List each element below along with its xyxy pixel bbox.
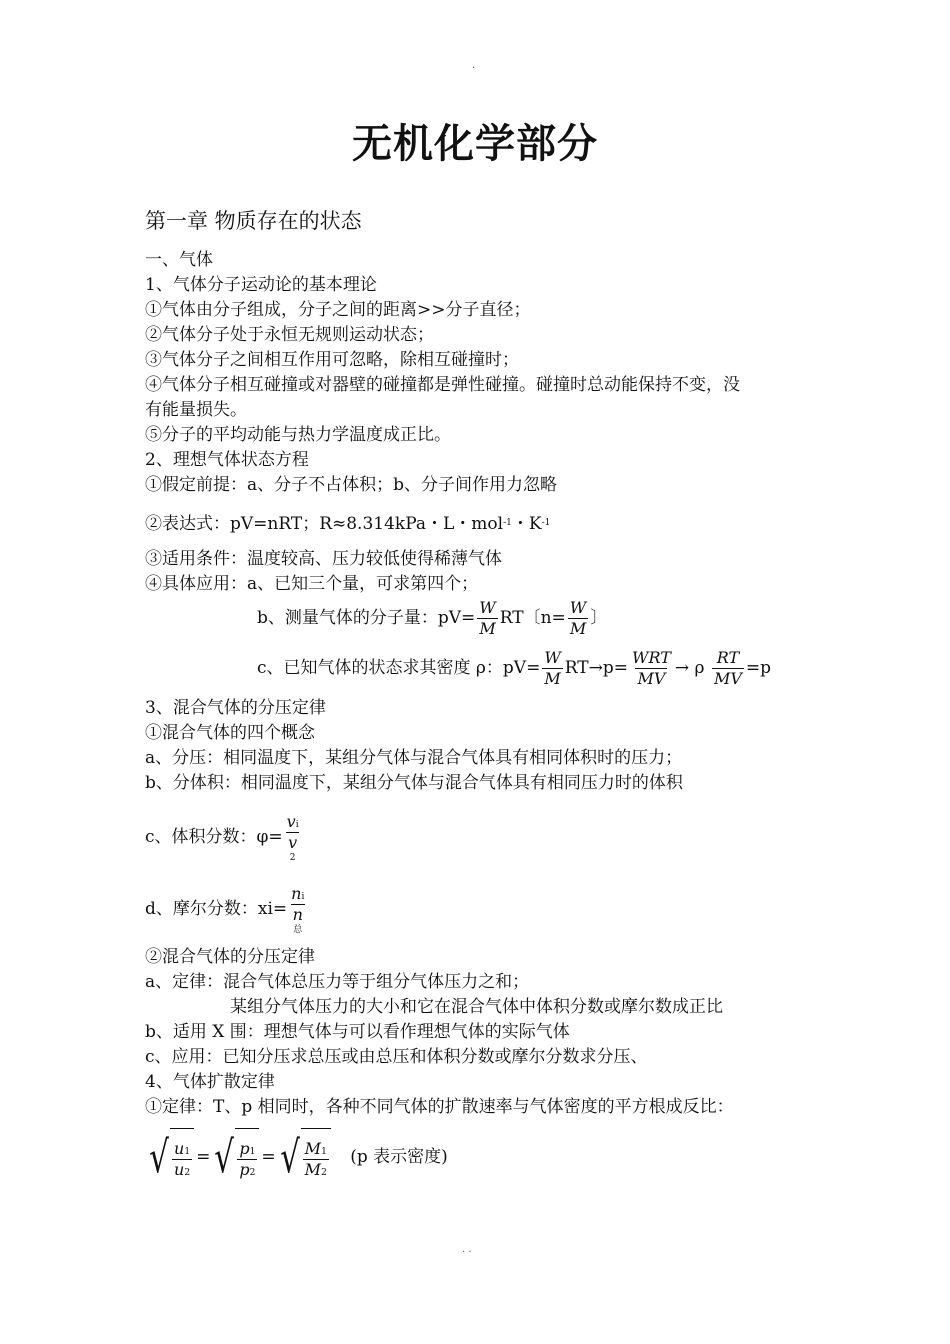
numerator-symbol: v [286,812,296,831]
fraction [237,1139,257,1180]
subsection-heading: 4、气体扩散定律 [145,1072,275,1092]
subscript: 总 [293,925,303,935]
numerator: W [569,598,587,617]
superscript: -1 [541,518,551,528]
subscript: 1 [321,1147,327,1157]
numerator-symbol: u [174,1139,185,1158]
radical-sign-icon: √ [279,1131,300,1183]
subsection-heading: 2、理想气体状态方程 [145,450,309,470]
fraction [303,1139,329,1180]
denominator [303,1159,329,1180]
formula-text: d、摩尔分数：xi= [145,899,288,919]
paragraph: c、应用：已知分压求总压或由总压和体积分数或摩尔分数求分压、 [145,1047,648,1067]
fraction [542,648,562,689]
numerator [237,1139,257,1159]
numerator-symbol: n [291,884,302,903]
fraction [172,1139,192,1180]
paragraph: ②气体分子处于永恒无规则运动状态； [145,325,434,345]
numerator-symbol: p [239,1139,250,1158]
denominator-symbol: p [239,1160,250,1179]
formula-text: c、已知气体的状态求其密度 ρ：pV= [257,658,541,678]
numerator [303,1139,329,1159]
formula-text: RT〔n= [499,608,566,628]
denominator [286,832,299,853]
formula-line [257,648,771,689]
paragraph: ③气体分子之间相互作用可忽略，除相互碰撞时； [145,350,519,370]
formula-text: RT→p= [564,658,628,678]
subscript: 2 [321,1168,327,1178]
formula-line [145,1128,448,1187]
formula-text: =p [745,658,772,678]
superscript: -1 [503,518,512,528]
subscript: 2 [249,1168,256,1178]
numerator [289,884,306,904]
paragraph: a、定律：混合气体总压力等于组分气体压力之和； [145,972,530,992]
denominator [237,1159,257,1180]
subscript: i [301,892,305,902]
formula-line [257,598,607,639]
radical-sign-icon: √ [149,1131,169,1183]
equals-sign: = [261,1147,276,1167]
denominator: M [479,619,496,638]
paragraph: 有能量损失。 [145,400,247,420]
chapter-heading: 第一章 物质存在的状态 [145,209,362,233]
fraction [285,812,301,863]
subscript: 2 [289,853,296,863]
numerator-symbol: M [304,1139,322,1158]
fraction [630,648,673,689]
fraction [568,598,588,639]
subscript: 2 [184,1168,191,1178]
radicand [170,1128,194,1187]
denominator: MV [637,669,666,688]
subsection-heading: 3、混合气体的分压定律 [145,698,326,718]
denominator-symbol: n [292,905,303,924]
radical-sign-icon: √ [214,1131,235,1183]
page-title: 无机化学部分 [352,121,598,167]
paragraph: ①定律：T、p 相同时，各种不同气体的扩散速率与气体密度的平方根成反比： [145,1097,734,1117]
denominator: MV [713,669,742,688]
denominator [291,904,305,925]
paragraph: b、分体积：相同温度下，某组分气体与混合气体具有相同压力时的体积 [145,773,683,793]
footer-mark: . . [462,1244,472,1255]
paragraph: ⑤分子的平均动能与热力学温度成正比。 [145,425,451,445]
paragraph: b、适用 X 围：理想气体与可以看作理想气体的实际气体 [145,1022,570,1042]
section-heading: 一、气体 [145,250,213,270]
paragraph: ②混合气体的分压定律 [145,947,315,967]
formula-text: → ρ [674,658,705,678]
formula-text: 〕 [590,608,608,628]
paragraph: a、分压：相同温度下，某组分气体与混合气体具有相同体积时的压力； [145,748,683,768]
paragraph: ①气体由分子组成，分子之间的距离>>分子直径； [145,300,531,320]
formula-line [145,511,550,536]
paragraph: ④具体应用：a、已知三个量，可求第四个； [145,574,479,594]
formula-line [145,884,308,935]
numerator [285,812,301,832]
radicand [235,1128,259,1187]
subscript: 1 [249,1147,256,1157]
subscript: 1 [184,1147,191,1157]
numerator: W [544,648,561,667]
numerator: RT [716,648,740,667]
square-root [145,1128,194,1187]
header-mark: . [472,60,476,71]
radicand [301,1128,331,1187]
paragraph: ③适用条件：温度较高、压力较低使得稀薄气体 [145,549,502,569]
formula-note: (p 表示密度) [350,1147,448,1167]
denominator-symbol: v [288,833,298,852]
paragraph: ①假定前提：a、分子不占体积；b、分子间作用力忽略 [145,475,558,495]
numerator: W [479,598,496,617]
numerator [172,1139,192,1159]
fraction [289,884,306,935]
equals-sign: = [196,1147,211,1167]
square-root [210,1128,259,1187]
denominator: M [569,619,587,638]
denominator: M [544,669,561,688]
fraction [712,648,744,689]
formula-text: ・K [511,514,542,534]
numerator: WRT [632,648,671,667]
denominator [172,1159,192,1180]
formula-text: b、测量气体的分子量：pV= [257,608,476,628]
formula-line [145,812,303,863]
paragraph: ④气体分子相互碰撞或对器壁的碰撞都是弹性碰撞。碰撞时总动能保持不变，没 [145,375,740,395]
square-root [276,1128,331,1187]
denominator-symbol: M [304,1160,322,1179]
paragraph: 某组分气体压力的大小和它在混合气体中体积分数或摩尔数成正比 [230,997,723,1017]
denominator-symbol: u [174,1160,185,1179]
formula-text: c、体积分数：φ= [145,827,283,847]
formula-text: ②表达式：pV=nRT；R≈8.314kPa・L・mol [145,514,504,534]
subsection-heading: 1、气体分子运动论的基本理论 [145,275,377,295]
paragraph: ①混合气体的四个概念 [145,723,315,743]
fraction [477,598,497,639]
subscript: i [295,820,299,830]
